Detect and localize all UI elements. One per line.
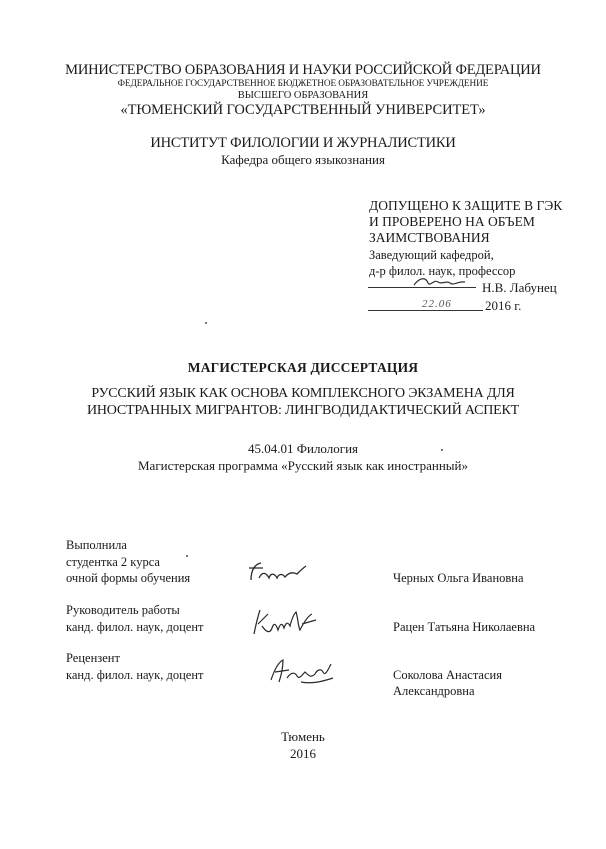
reviewer-name-2: Александровна xyxy=(393,684,475,698)
author-label-2: студентка 2 курса xyxy=(66,555,160,569)
thesis-topic-line-1: РУССКИЙ ЯЗЫК КАК ОСНОВА КОМПЛЕКСНОГО ЭКЗАМЕНА ДЛЯ xyxy=(91,386,515,401)
approval-degree: д-р филол. наук, профессор xyxy=(369,264,516,278)
supervisor-label-2: канд. филол. наук, доцент xyxy=(66,620,204,634)
scan-speck xyxy=(441,449,443,451)
approval-position: Заведующий кафедрой, xyxy=(369,248,494,262)
institute-name: ИНСТИТУТ ФИЛОЛОГИИ И ЖУРНАЛИСТИКИ xyxy=(150,135,456,151)
author-label-3: очной формы обучения xyxy=(66,571,191,585)
author-signature-icon xyxy=(245,560,309,586)
institution-type-line: ФЕДЕРАЛЬНОЕ ГОСУДАРСТВЕННОЕ БЮДЖЕТНОЕ ОБРАЗОВАТЕЛЬНОЕ УЧРЕЖДЕНИЕ xyxy=(117,79,489,89)
thesis-type: МАГИСТЕРСКАЯ ДИССЕРТАЦИЯ xyxy=(187,360,419,375)
specialty-code: 45.04.01 Филология xyxy=(247,441,359,456)
approval-year: 2016 г. xyxy=(485,298,522,313)
university-name: «ТЮМЕНСКИЙ ГОСУДАРСТВЕННЫЙ УНИВЕРСИТЕТ» xyxy=(120,102,486,118)
reviewer-label-1: Рецензент xyxy=(66,651,120,665)
author-name: Черных Ольга Ивановна xyxy=(393,571,524,585)
reviewer-name-1: Соколова Анастасия xyxy=(393,668,502,682)
higher-education-line: ВЫСШЕГО ОБРАЗОВАНИЯ xyxy=(237,90,369,101)
thesis-topic-line-2: ИНОСТРАННЫХ МИГРАНТОВ: ЛИНГВОДИДАКТИЧЕСКИЙ АСПЕКТ xyxy=(86,403,520,418)
supervisor-signature-icon xyxy=(250,606,320,640)
head-name: Н.В. Лабунец xyxy=(482,280,557,295)
supervisor-label-1: Руководитель работы xyxy=(66,603,180,617)
reviewer-label-2: канд. филол. наук, доцент xyxy=(66,668,204,682)
scan-speck xyxy=(205,322,207,324)
date-line xyxy=(368,310,483,311)
approval-line-1: ДОПУЩЕНО К ЗАЩИТЕ В ГЭК xyxy=(369,198,563,213)
ministry-line: МИНИСТЕРСТВО ОБРАЗОВАНИЯ И НАУКИ РОССИЙСКОЙ ФЕДЕРАЦИИ xyxy=(65,62,541,78)
author-label-1: Выполнила xyxy=(66,538,127,552)
reviewer-signature-icon xyxy=(265,654,337,688)
department-name: Кафедра общего языкознания xyxy=(221,152,385,167)
handwritten-date: 22.06 xyxy=(422,298,452,310)
scan-speck xyxy=(186,555,188,557)
city: Тюмень xyxy=(281,729,325,744)
year: 2016 xyxy=(290,746,316,761)
approval-line-3: ЗАИМСТВОВАНИЯ xyxy=(369,230,490,245)
head-signature-icon xyxy=(412,274,468,290)
master-program: Магистерская программа «Русский язык как иностранный» xyxy=(137,458,468,473)
supervisor-name: Рацен Татьяна Николаевна xyxy=(393,620,536,634)
approval-line-2: И ПРОВЕРЕНО НА ОБЪЕМ xyxy=(369,214,535,229)
